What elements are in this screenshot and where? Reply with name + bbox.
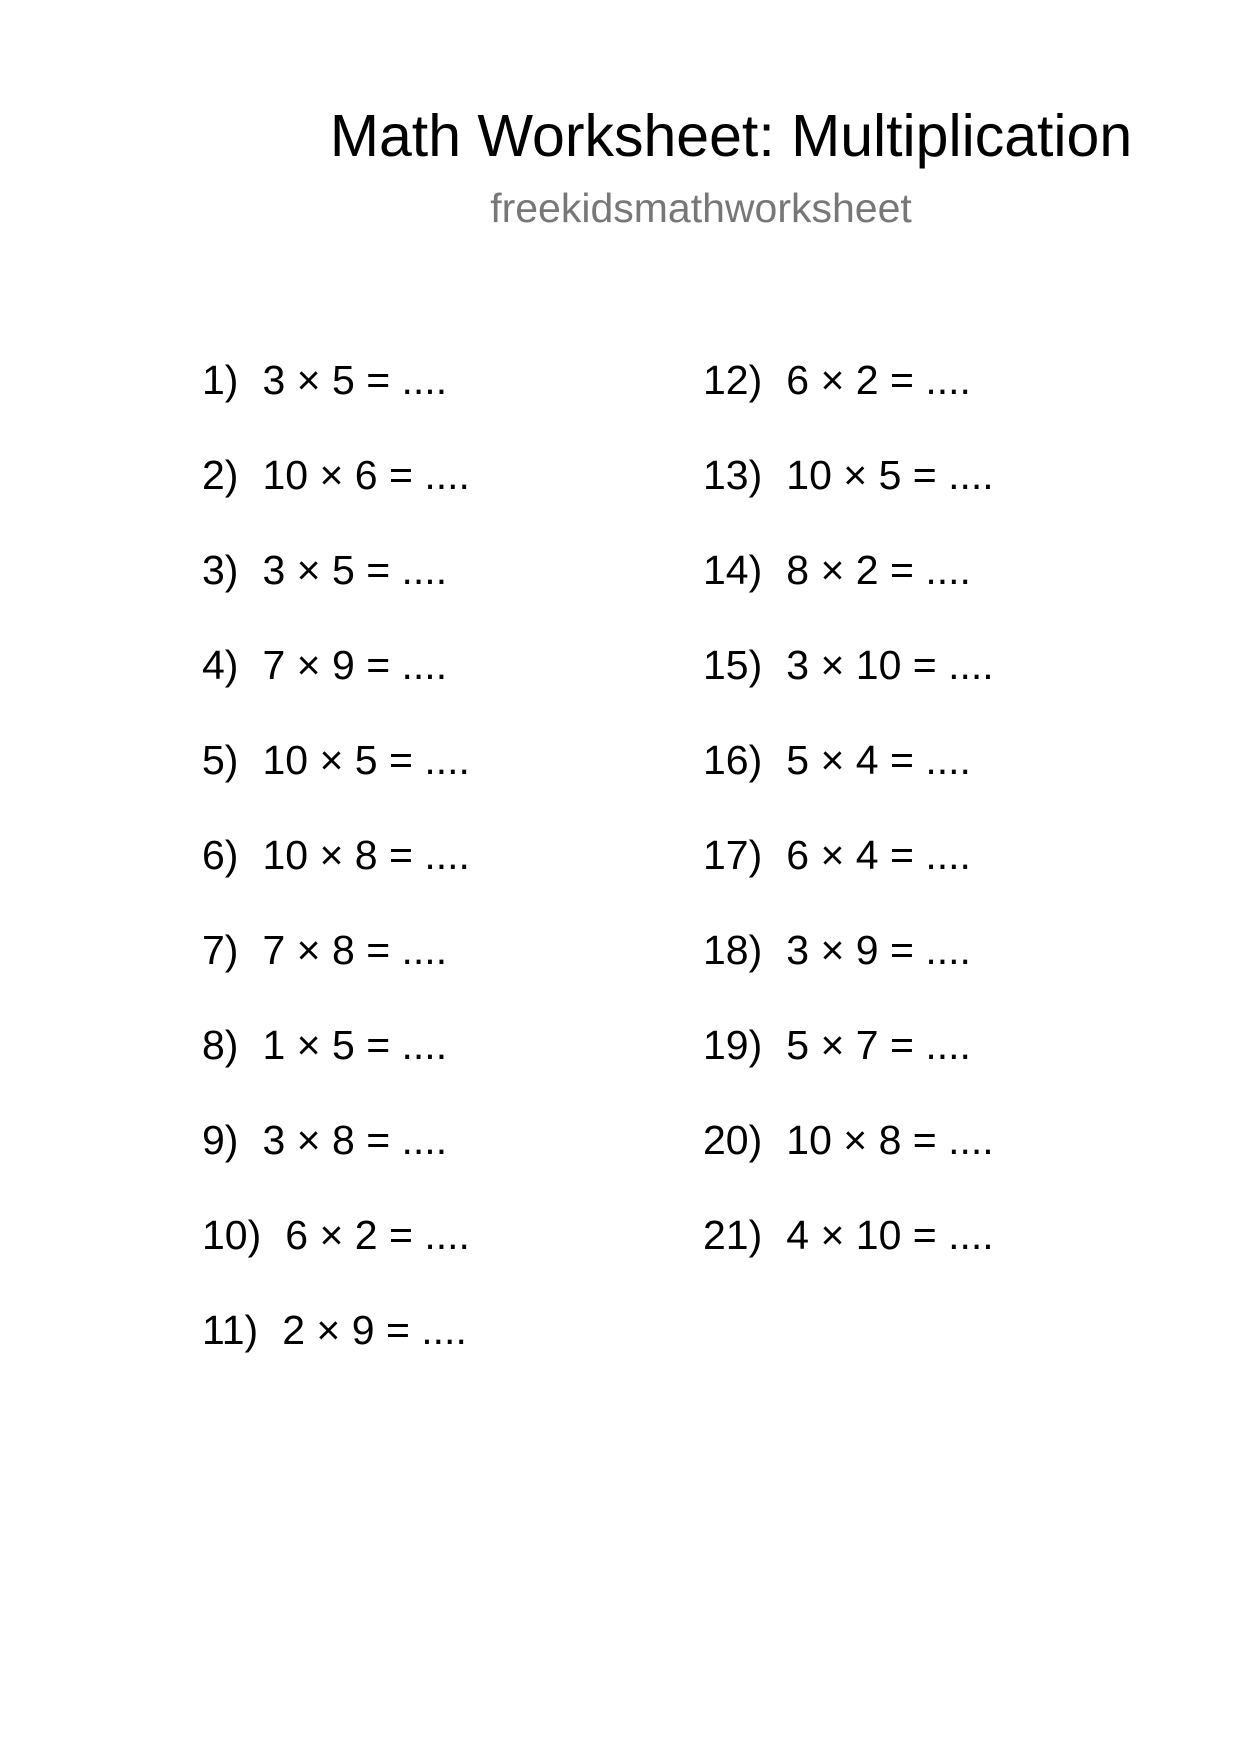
problem-number: 3) [202, 547, 239, 593]
problem-expression: 10 × 5 = .... [786, 452, 994, 498]
problem-item [202, 1010, 470, 1105]
problem-item [202, 915, 470, 1010]
problem-item [703, 345, 994, 440]
problem-number: 11) [202, 1307, 259, 1353]
problem-expression: 4 × 10 = .... [786, 1212, 994, 1258]
problem-item [202, 630, 470, 725]
problem-column-right [703, 345, 994, 1295]
problem-item [202, 535, 470, 630]
problem-number: 13) [703, 452, 763, 498]
problem-item [703, 725, 994, 820]
problem-number: 21) [703, 1212, 763, 1258]
problem-item [202, 345, 470, 440]
problem-number: 18) [703, 927, 763, 973]
problem-item [202, 1105, 470, 1200]
problem-expression: 3 × 9 = .... [786, 927, 971, 973]
problem-expression: 6 × 2 = .... [285, 1212, 470, 1258]
problem-number: 16) [703, 737, 763, 783]
problem-item [703, 1200, 994, 1295]
problem-expression: 7 × 8 = .... [262, 927, 448, 973]
problem-number: 6) [202, 832, 239, 878]
problem-number: 7) [202, 927, 239, 973]
problem-expression: 5 × 4 = .... [786, 737, 971, 783]
problem-item [703, 440, 994, 535]
problem-expression: 6 × 2 = .... [786, 357, 971, 403]
worksheet-subtitle: freekidsmathworksheet [490, 185, 912, 231]
problem-number: 19) [703, 1022, 763, 1068]
problem-item [703, 915, 994, 1010]
problem-number: 10) [202, 1212, 262, 1258]
problem-expression: 8 × 2 = .... [786, 547, 971, 593]
problem-item [202, 820, 470, 915]
problem-number: 2) [202, 452, 239, 498]
problem-expression: 7 × 9 = .... [262, 642, 448, 688]
problem-expression: 6 × 4 = .... [786, 832, 971, 878]
problem-number: 15) [703, 642, 763, 688]
problem-number: 8) [202, 1022, 239, 1068]
problem-expression: 10 × 8 = .... [786, 1117, 994, 1163]
problem-item [703, 1010, 994, 1105]
problem-expression: 3 × 10 = .... [786, 642, 994, 688]
problem-expression: 3 × 8 = .... [262, 1117, 448, 1163]
problem-column-left [202, 345, 470, 1390]
problem-number: 17) [703, 832, 763, 878]
problem-number: 1) [202, 357, 239, 403]
problem-expression: 1 × 5 = .... [262, 1022, 448, 1068]
problem-expression: 5 × 7 = .... [786, 1022, 971, 1068]
problem-item [703, 535, 994, 630]
problem-item [703, 630, 994, 725]
problem-number: 20) [703, 1117, 763, 1163]
problem-expression: 2 × 9 = .... [282, 1307, 467, 1353]
problem-item [202, 440, 470, 535]
problem-item [202, 1200, 470, 1295]
problem-item [703, 1105, 994, 1200]
problem-item [703, 820, 994, 915]
problem-number: 5) [202, 737, 239, 783]
problem-item [202, 725, 470, 820]
problem-number: 12) [703, 357, 763, 403]
worksheet-title: Math Worksheet: Multiplication [329, 103, 1133, 169]
problem-number: 14) [703, 547, 763, 593]
problem-expression: 10 × 8 = .... [262, 832, 470, 878]
problem-expression: 10 × 5 = .... [262, 737, 470, 783]
problem-expression: 3 × 5 = .... [262, 547, 448, 593]
problem-expression: 3 × 5 = .... [262, 357, 448, 403]
problem-number: 4) [202, 642, 239, 688]
problem-item [202, 1295, 470, 1390]
problem-expression: 10 × 6 = .... [262, 452, 470, 498]
problem-number: 9) [202, 1117, 239, 1163]
